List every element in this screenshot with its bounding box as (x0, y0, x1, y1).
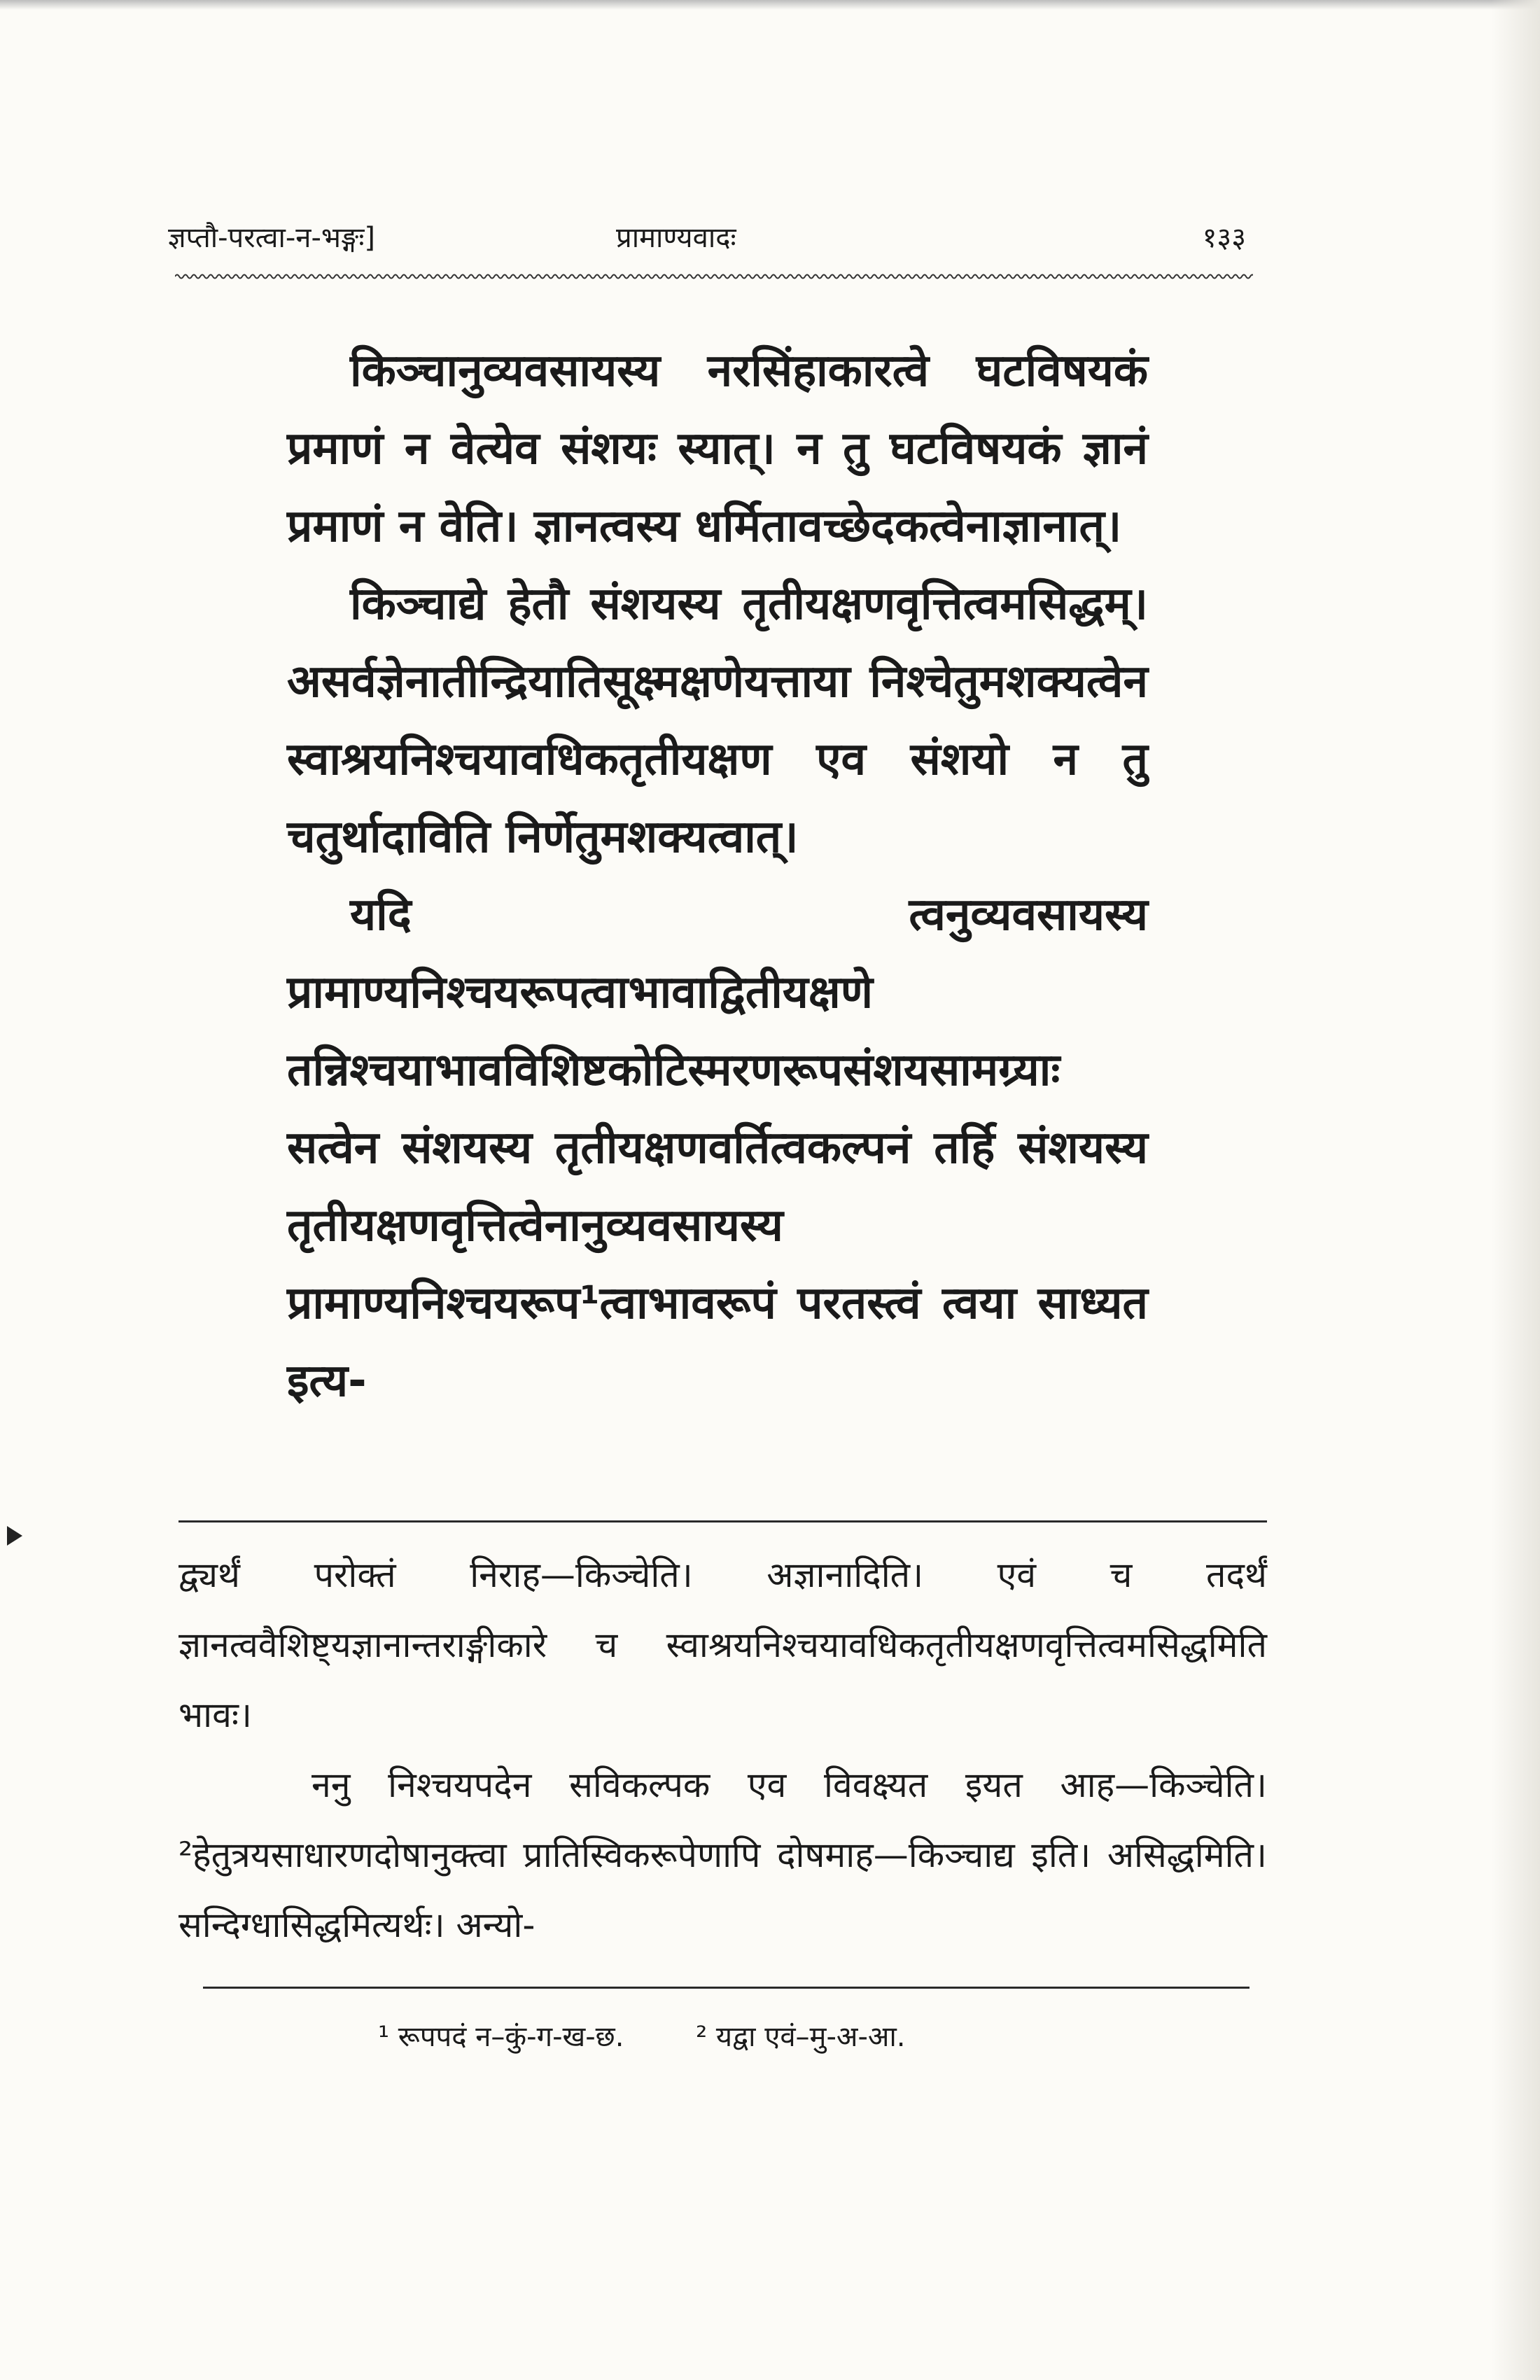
page-right-edge (1491, 0, 1540, 2380)
footnote-divider (203, 1987, 1250, 1989)
page-number: १३३ (1202, 222, 1246, 254)
commentary-text (178, 1540, 1267, 1960)
main-paragraph-3: यदि त्वनुव्यवसायस्य प्रामाण्यनिश्चयरूपत्वाभावाद्वितीयक्षणे तन्निश्चयाभावविशिष्टकोटिस्मरणरूपसंशयसामग्र्याः सत्वेन संशयस्य तृतीयक्षणवर्तित्वकल्पनं तर्हि संशयस्य तृतीयक्षणवृत्तित्वेनानुव्यवसायस्य प्रामाण्यनिश्चयरूप¹त्वाभावरूपं परतस्त्वं त्वया साध्यत इत्य- (287, 889, 1148, 1407)
page-top-edge (0, 0, 1540, 10)
main-text (287, 332, 1148, 1420)
main-paragraph-2: किञ्चाद्ये हेतौ संशयस्य तृतीयक्षणवृत्तित्वमसिद्धम्। असर्वज्ञेनातीन्द्रियातिसूक्ष्मक्षणेयत्ताया निश्चेतुमशक्यत्वेन स्वाश्रयनिश्चयावधिकतृतीयक्षण एव संशयो न तु चतुर्थादाविति निर्णेतुमशक्यत्वात्। (287, 578, 1148, 863)
main-paragraph-1: किञ्चानुव्यवसायस्य नरसिंहाकारत्वे घटविषयकं प्रमाणं न वेत्येव संशयः स्यात्। न तु घटविषयकं ज्ञानं प्रमाणं न वेति। ज्ञानत्वस्य धर्मितावच्छेदकत्वेनाज्ञानात्। (287, 345, 1148, 552)
footnote-1: ¹ रूपपदं न–कुं-ग-ख-छ. (378, 2021, 624, 2053)
footnotes (378, 2016, 1288, 2054)
footnote-2: ² यद्वा एवं–मु-अ-आ. (696, 2021, 906, 2053)
commentary-paragraph-1: द्व्यर्थं परोक्तं निराह—किञ्चेति। अज्ञानादिति। एवं च तदर्थं ज्ञानत्ववैशिष्ट्यज्ञानान्तराङ्गीकारे च स्वाश्रयनिश्चयावधिकतृतीयक्षणवृत्तित्वमसिद्धमिति भावः। (178, 1555, 1267, 1735)
header-wavy-rule (175, 272, 1253, 281)
section-title: प्रामाण्यवादः (616, 222, 736, 254)
page-header (168, 210, 1246, 266)
commentary-paragraph-2: ननु निश्चयपदेन सविकल्पक एव विवक्ष्यत इयत आह—किञ्चेति। ²हेतुत्रयसाधारणदोषानुक्त्वा प्रातिस्विकरूपेणापि दोषमाह—किञ्चाद्य इति। असिद्धमिति। सन्दिग्धासिद्धमित्यर्थः। अन्यो- (178, 1765, 1267, 1945)
commentary-divider (178, 1520, 1267, 1522)
margin-speck (7, 1526, 22, 1546)
running-head: ज्ञप्तौ-परत्वा-न-भङ्गः] (168, 222, 376, 254)
